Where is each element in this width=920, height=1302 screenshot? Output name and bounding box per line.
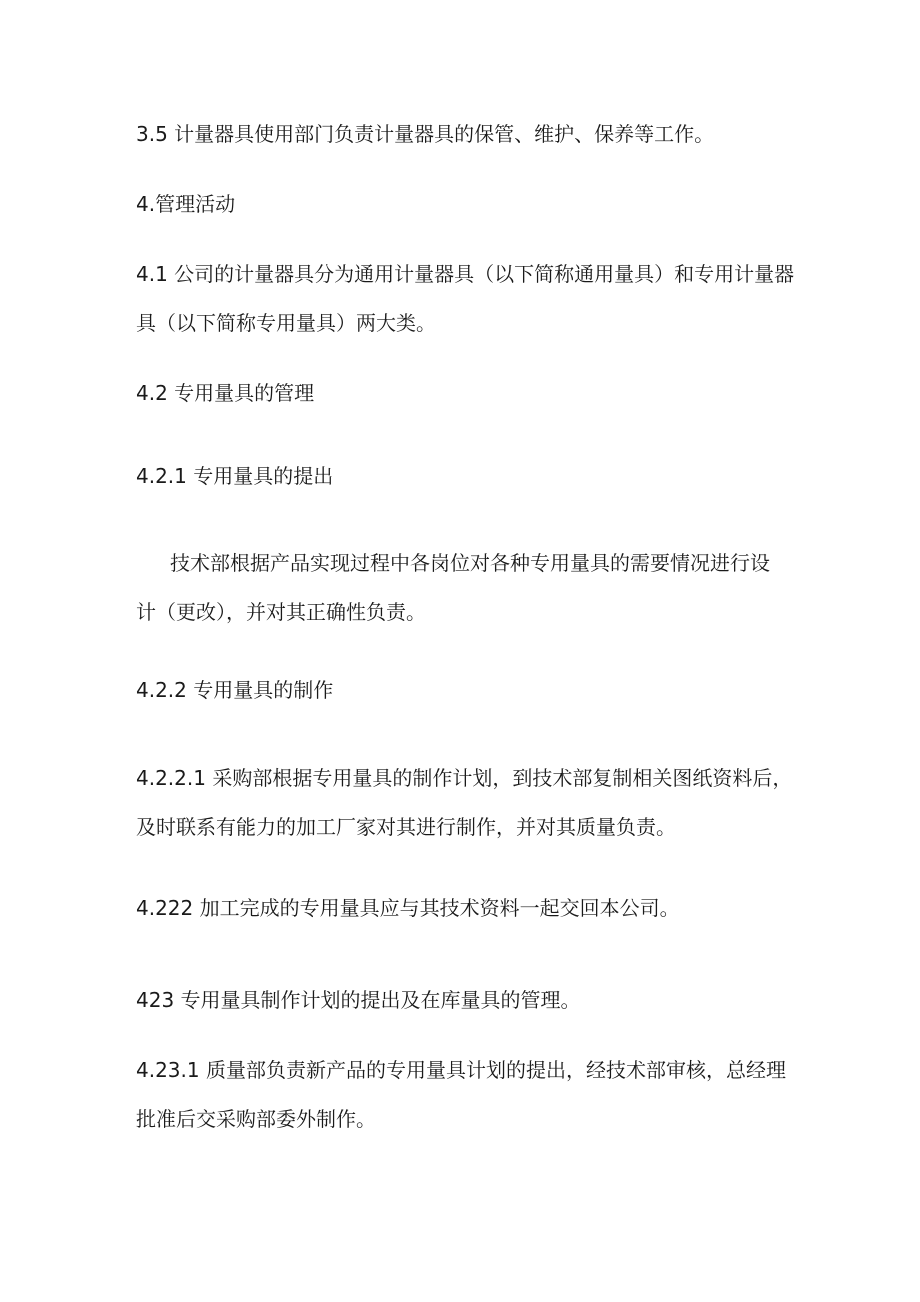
paragraph-4-2-3-1 [136,1046,796,1144]
paragraph-line: 4.管理活动 [136,192,236,216]
paragraph-line: 具（以下简称专用量具）两大类。 [136,311,436,335]
heading-4-2-3 [136,976,796,1025]
paragraph-line: 3.5 计量器具使用部门负责计量器具的保管、维护、保养等工作。 [136,122,715,146]
paragraph-line: 批准后交采购部委外制作。 [136,1107,376,1131]
paragraph-4-1 [136,250,796,348]
paragraph-line: 4.23.1 质量部负责新产品的专用量具计划的提出，经技术部审核，总经理 [136,1058,786,1082]
paragraph-line: 技术部根据产品实现过程中各岗位对各种专用量具的需要情况进行设 [170,551,770,575]
paragraph-4-2-2-1 [136,754,796,852]
heading-4-2 [136,369,796,418]
paragraph-3-5 [136,110,796,159]
heading-4-2-1 [136,452,796,501]
paragraph-line: 423 专用量具制作计划的提出及在库量具的管理。 [136,988,581,1012]
paragraph-line: 及时联系有能力的加工厂家对其进行制作，并对其质量负责。 [136,815,676,839]
paragraph-4-2-1-body [136,539,796,637]
paragraph-line: 4.1 公司的计量器具分为通用计量器具（以下简称通用量具）和专用计量器 [136,262,795,286]
paragraph-line: 4.2.1 专用量具的提出 [136,464,334,488]
paragraph-line: 4.222 加工完成的专用量具应与其技术资料一起交回本公司。 [136,896,680,920]
heading-4 [136,180,796,229]
paragraph-line: 4.2.2.1 采购部根据专用量具的制作计划，到技术部复制相关图纸资料后， [136,766,793,790]
paragraph-4-2-2-2 [136,884,796,933]
heading-4-2-2 [136,666,796,715]
paragraph-line: 计（更改），并对其正确性负责。 [136,600,426,624]
paragraph-line: 4.2.2 专用量具的制作 [136,678,334,702]
paragraph-line: 4.2 专用量具的管理 [136,381,315,405]
